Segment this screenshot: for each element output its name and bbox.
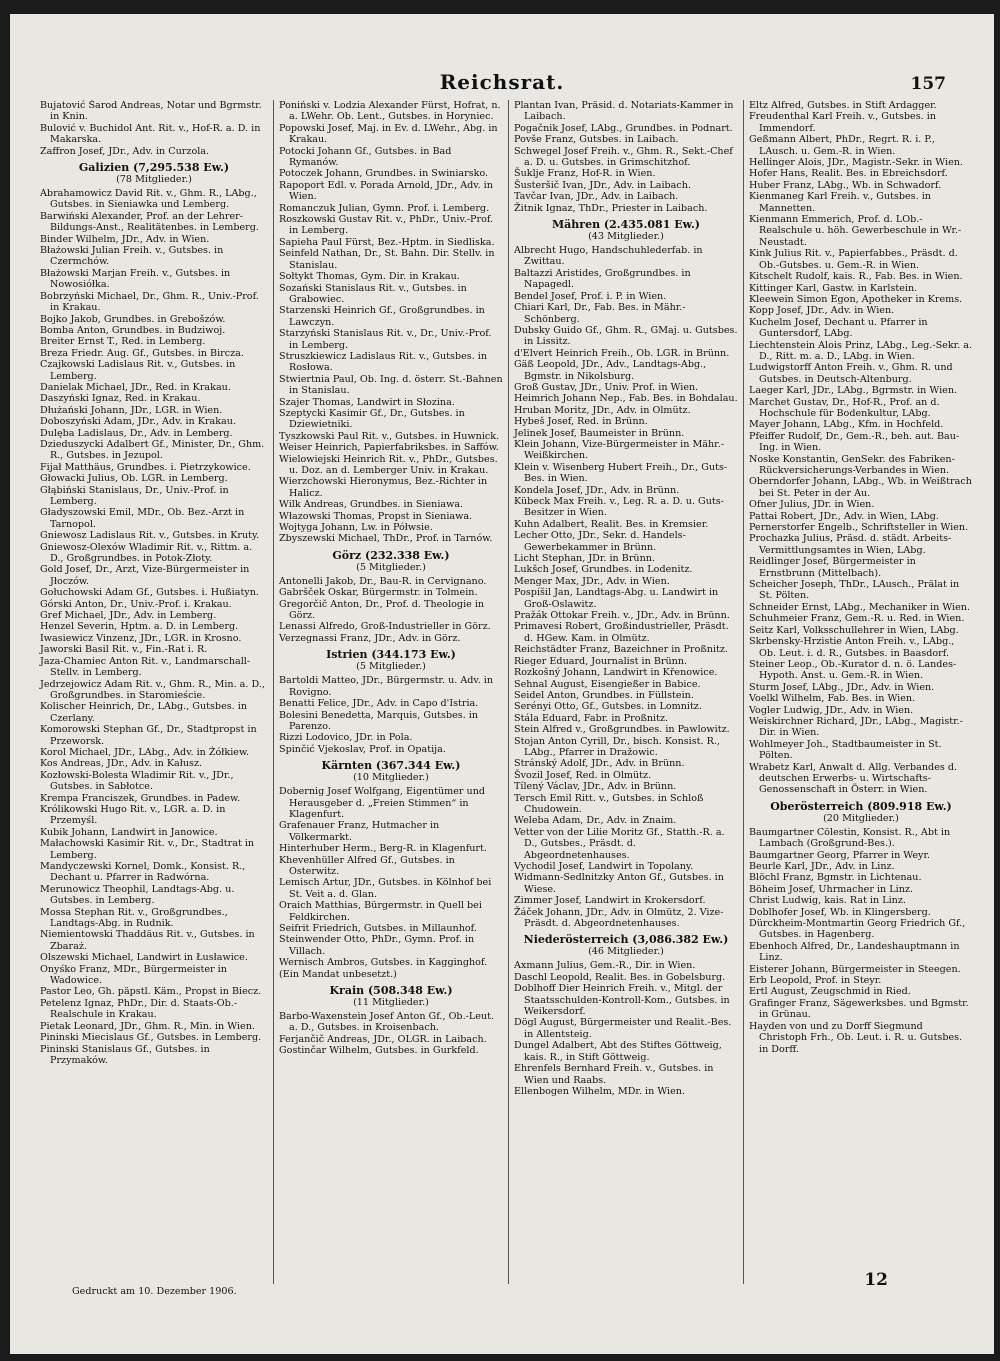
member-entry: Weiskirchner Richard, JDr., LAbg., Magistr.-Dir. in Wien.: [749, 715, 963, 739]
member-entry: Menger Max, JDr., Adv. in Wien.: [514, 575, 670, 587]
member-entry: Gregorčič Anton, Dr., Prof. d. Theologie in Görz.: [279, 598, 485, 622]
member-entry: Seidel Anton, Grundbes. in Füllstein.: [514, 689, 694, 701]
member-entry: Tílený Václav, JDr., Adv. in Brünn.: [514, 781, 677, 793]
member-entry: Sturm Josef, LAbg., JDr., Adv. in Wien.: [749, 681, 935, 693]
member-entry: Vetter von der Lilie Moritz Gf., Statth.-R. a. D., Gutsbes., Präsdt. d. Abgeordnetenhauses.: [514, 826, 725, 861]
member-entry: Olszewski Michael, Landwirt in Łusławice.: [40, 952, 248, 964]
section-title: Niederösterreich (3,086.382 Ew.): [523, 933, 729, 947]
member-entry: Verzegnassi Franz, JDr., Adv. in Görz.: [279, 632, 461, 644]
member-entry: Khevenhüller Alfred Gf., Gutsbes. in Osterwitz.: [279, 854, 455, 877]
member-entry: Korol Michael, JDr., LAbg., Adv. in Żółkiew.: [40, 746, 250, 758]
member-entry: Christ Ludwig, kais. Rat in Linz.: [749, 895, 906, 907]
member-entry: Gold Josef, Dr., Arzt, Vize-Bürgermeister in Jłoczów.: [40, 564, 250, 587]
member-entry: Petelenz Ignaz, PhDr., Dir. d. Staats-Ob.-Realschule in Krakau.: [40, 997, 238, 1021]
member-entry: Freudenthal Karl Freih. v., Gutsbes. in Immendorf.: [749, 111, 936, 134]
member-entry: Baltazzi Aristides, Großgrundbes. in Napagedl.: [514, 267, 691, 291]
member-entry: Gładyszowski Emil, MDr., Ob. Bez.-Arzt in Tarnopol.: [40, 507, 245, 530]
member-entry: Ofner Julius, JDr. in Wien.: [749, 499, 875, 511]
member-entry: Zbyszewski Michael, ThDr., Prof. in Tarnów.: [279, 533, 493, 545]
member-entry: Henzel Severin, Hptm. a. D. in Lemberg.: [40, 621, 239, 633]
member-entry: Kitschelt Rudolf, kais. R., Fab. Bes. in Wien.: [749, 271, 963, 283]
member-entry: Stála Eduard, Fabr. in Proßnitz.: [514, 712, 669, 724]
member-entry: Geßmann Albert, PhDr., Regrt. R. i. P., LAusch. u. Gem.-R. in Wien.: [749, 134, 936, 157]
member-entry: Spinčić Vjekoslav, Prof. in Opatija.: [279, 743, 446, 755]
section-title: Galizien (7,295.538 Ew.): [78, 161, 230, 175]
member-entry: Kübeck Max Freih. v., Leg. R. a. D. u. Guts-Besitzer in Wien.: [514, 496, 724, 519]
member-entry: Szajer Thomas, Landwirt in Słozina.: [279, 396, 455, 408]
member-entry: Sapieha Paul Fürst, Bez.-Hptm. in Siedliska.: [279, 236, 495, 248]
member-entry: Lenassi Alfredo, Groß-Industrieller in Görz.: [279, 621, 491, 633]
member-entry: Abrahamowicz David Rit. v., Ghm. R., LAbg., Gutsbes. in Sieniawka und Lemberg.: [40, 188, 257, 211]
member-entry: Oraich Matthias, Bürgermstr. in Quell bei Feldkirchen.: [279, 900, 482, 923]
member-entry: Pernerstorfer Engelb., Schriftsteller in Wien.: [749, 522, 969, 534]
member-entry: Pražák Ottokar Freih. v., JDr., Adv. in Brünn.: [514, 610, 730, 622]
member-entry: Seifrit Friedrich, Gutsbes. in Millaunhof.: [279, 923, 477, 934]
member-entry: Wilk Andreas, Grundbes. in Sieniawa.: [279, 499, 464, 511]
member-entry: Fijał Matthäus, Grundbes. i. Pietrzykowice.: [40, 461, 251, 473]
member-entry: Pogačnik Josef, LAbg., Grundbes. in Podnart.: [514, 122, 733, 134]
member-entry: Mossa Stephan Rit. v., Großgrundbes., Landtags-Abg. in Rudnik.: [40, 906, 228, 930]
member-entry: Potocki Johann Gf., Gutsbes. in Bad Rymanów.: [279, 145, 452, 169]
member-entry: Voelkl Wilhelm, Fab. Bes. in Wien.: [749, 693, 916, 705]
section-member-count: (46 Mitglieder.): [588, 946, 664, 958]
member-entry: Lecher Otto, JDr., Sekr. d. Handels-Gewerbekammer in Brünn.: [514, 530, 686, 553]
section-member-count: (78 Mitglieder.): [116, 174, 192, 186]
member-entry: Błażowski Julian Freih. v., Gutsbes. in Czermchów.: [40, 245, 224, 268]
member-entry: Jaza-Chamiec Anton Rit. v., Landmarschall-Stellv. in Lemberg.: [40, 655, 251, 679]
member-entry: d'Elvert Heinrich Freih., Ob. LGR. in Brünn.: [514, 347, 730, 359]
member-entry: Albrecht Hugo, Handschuhlederfab. in Zwittau.: [514, 245, 703, 268]
section-member-count: (5 Mitglieder.): [356, 561, 426, 573]
member-entry: Dłużański Johann, JDr., LGR. in Wien.: [40, 404, 223, 416]
member-entry: Mandyczewski Kornel, Domk., Konsist. R., Dechant u. Pfarrer in Radwórna.: [40, 861, 246, 884]
member-entry: Bendel Josef, Prof. i. P. in Wien.: [514, 290, 667, 302]
member-entry: Oberndorfer Johann, LAbg., Wb. in Weißtrach bei St. Peter in der Au.: [749, 476, 972, 499]
member-entry: Hayden von und zu Dorff Siegmund Christoph Frh., Ob. Leut. i. R. u. Gutsbes. in Dorff.: [749, 1020, 963, 1055]
member-entry: Rizzi Lodovico, JDr. in Pola.: [279, 732, 413, 744]
member-entry: Dobernig Josef Wolfgang, Eigentümer und Herausgeber d. „Freien Stimmen“ in Klagenfurt.: [279, 786, 486, 820]
member-entry: Ebenhoch Alfred, Dr., Landeshauptmann in Linz.: [749, 940, 960, 964]
member-entry: Kink Julius Rit. v., Papierfabbes., Präsdt. d. Ob.-Gutsbes. u. Gem.-R. in Wien.: [749, 248, 958, 271]
member-entry: Gniewosz-Olexów Wladimir Rit. v., Rittm. a. D., Großgrundbes. in Potok-Złoty.: [40, 541, 253, 565]
member-entry: Stojan Anton Cyrill, Dr., bisch. Konsist. R., LAbg., Pfarrer in Dražowic.: [514, 735, 720, 758]
member-entry: Licht Stephan, JDr. in Brünn.: [514, 553, 656, 565]
member-entry: Głąbiński Stanislaus, Dr., Univ.-Prof. in Lemberg.: [40, 484, 229, 507]
member-entry: Danielak Michael, JDr., Red. in Krakau.: [40, 381, 231, 393]
member-entry: Gniewosz Ladislaus Rit. v., Gutsbes. in Kruty.: [40, 530, 260, 542]
member-entry: Włazowski Thomas, Propst in Sieniawa.: [279, 510, 473, 522]
member-entry: Šuklje Franz, Hof-R. in Wien.: [514, 168, 656, 180]
member-entry: Czajkowski Ladislaus Rit. v., Gutsbes. in Lemberg.: [40, 359, 236, 382]
member-entry: (Ein Mandat unbesetzt.): [279, 968, 397, 980]
member-entry: Schuhmeier Franz, Gem.-R. u. Red. in Wien.: [749, 613, 965, 625]
member-entry: Chiari Karl, Dr., Fab. Bes. in Mähr.-Schönberg.: [514, 302, 686, 325]
member-entry: Eisterer Johann, Bürgermeister in Steegen.: [749, 963, 961, 975]
member-entry: Kozłowski-Bolesta Wladimir Rit. v., JDr., Gutsbes. in Sabłotce.: [40, 769, 234, 793]
member-entry: Sołtykt Thomas, Gym. Dir. in Krakau.: [279, 271, 460, 283]
member-entry: Mayer Johann, LAbg., Kfm. in Hochfeld.: [749, 419, 944, 431]
member-entry: Górski Anton, Dr., Univ.-Prof. i. Krakau.: [40, 598, 232, 610]
section-member-count: (43 Mitglieder.): [588, 231, 664, 243]
member-entry: Bomba Anton, Grundbes. in Budziwoj.: [40, 324, 226, 336]
column-3: [508, 100, 743, 1284]
section-title: Istrien (344.173 Ew.): [326, 648, 456, 662]
member-entry: Pininski Stanislaus Gf., Gutsbes. in Przymaków.: [40, 1043, 210, 1066]
member-entry: Heimrich Johann Nep., Fab. Bes. in Bohdalau.: [514, 393, 738, 405]
running-title: Reichsrat.: [439, 70, 565, 94]
member-entry: Onyśko Franz, MDr., Bürgermeister in Wadowice.: [40, 963, 227, 987]
member-entry: Tersch Emil Ritt. v., Gutsbes. in Schloß Chudowein.: [514, 792, 704, 815]
member-entry: Wierzchowski Hieronymus, Bez.-Richter in Halicz.: [279, 476, 488, 499]
member-entry: Weleba Adam, Dr., Adv. in Znaim.: [514, 815, 677, 827]
member-entry: Wernisch Ambros, Gutsbes. in Kagginghof.: [279, 957, 488, 969]
section-title: Mähren (2.435.081 Ew.): [552, 218, 700, 232]
member-entry: Antonelli Jakob, Dr., Bau-R. in Cervignano.: [279, 575, 487, 587]
member-entry: Kuchelm Josef, Dechant u. Pfarrer in Guntersdorf, LAbg.: [749, 316, 928, 340]
member-entry: Jedrzejowicz Adam Rit. v., Ghm. R., Min. a. D., Großgrundbes. in Staromieście.: [40, 678, 265, 701]
member-entry: Vychodil Josef, Landwirt in Topolany.: [514, 861, 694, 872]
member-entry: Klein v. Wisenberg Hubert Freih., Dr., Guts-Bes. in Wien.: [514, 461, 728, 485]
section-heading: [279, 759, 503, 783]
member-entry: Stránský Adolf, JDr., Adv. in Brünn.: [514, 758, 685, 770]
member-entry: Małachowski Kasimir Rit. v., Dr., Stadtrat in Lemberg.: [40, 838, 255, 861]
print-date: Gedruckt am 10. Dezember 1906.: [72, 1286, 237, 1297]
member-entry: Steiner Leop., Ob.-Kurator d. n. ö. Landes-Hypoth. Anst. u. Gem.-R. in Wien.: [749, 658, 957, 682]
member-entry: Žáček Johann, JDr., Adv. in Olmütz, 2. Vize-Präsdt. d. Abgeordnetenhauses.: [514, 906, 724, 930]
member-entry: Reichstädter Franz, Bazeichner in Proßnitz.: [514, 644, 728, 656]
member-entry: Doboszyński Adam, JDr., Adv. in Krakau.: [40, 416, 237, 428]
member-entry: Głowacki Julius, Ob. LGR. in Lemberg.: [40, 473, 228, 485]
member-entry: Kienmann Emmerich, Prof. d. LOb.-Realschule u. höh. Gewerbeschule in Wr.-Neustadt.: [749, 214, 962, 248]
section-member-count: (11 Mitglieder.): [353, 997, 429, 1009]
member-entry: Lemisch Artur, JDr., Gutsbes. in Kölnhof bei St. Veit a. d. Glan.: [279, 877, 492, 900]
member-entry: Gołuchowski Adam Gf., Gutsbes. i. Hußiatyn.: [40, 587, 259, 599]
member-entry: Baumgartner Georg, Pfarrer in Weyr.: [749, 849, 931, 861]
member-entry: Rieger Eduard, Journalist in Brünn.: [514, 655, 688, 667]
member-entry: Benatti Felice, JDr., Adv. in Capo d'Istria.: [279, 698, 479, 710]
section-heading: [279, 549, 503, 573]
member-entry: Wohlmeyer Joh., Stadtbaumeister in St. Pölten.: [749, 738, 942, 762]
member-entry: Popowski Josef, Maj. in Ev. d. LWehr., Abg. in Krakau.: [279, 122, 498, 146]
section-member-count: (5 Mitglieder.): [356, 661, 426, 673]
member-entry: Steinwender Otto, PhDr., Gymn. Prof. in Villach.: [279, 934, 475, 957]
member-entry: Widmann-Sedlnitzky Anton Gf., Gutsbes. in Wiese.: [514, 872, 724, 895]
member-entry: Dzieduszycki Adalbert Gf., Minister, Dr., Ghm. R., Gutsbes. in Jezupol.: [40, 438, 265, 462]
member-entry: Gäß Leopold, JDr., Adv., Landtags-Abg., Bgmstr. in Nikolsburg.: [514, 359, 707, 382]
section-title: Görz (232.338 Ew.): [332, 548, 450, 562]
member-entry: Dürckheim-Montmartin Georg Friedrich Gf., Gutsbes. in Hagenberg.: [749, 918, 966, 941]
member-entry: Wrabetz Karl, Anwalt d. Allg. Verbandes d. deutschen Erwerbs- u. Wirtschafts-Genossenschaft in Österr. in Wien.: [749, 761, 958, 796]
member-entry: Liechtenstein Alois Prinz, LAbg., Leg.-Sekr. a. D., Ritt. m. a. D., LAbg. in Wien.: [749, 339, 973, 362]
member-entry: Daschl Leopold, Realit. Bes. in Gobelsburg.: [514, 971, 726, 983]
member-entry: Hellinger Alois, JDr., Magistr.-Sekr. in Wien.: [749, 157, 963, 169]
page-number: 157: [910, 74, 946, 94]
member-entry: Blöchl Franz, Bgmstr. in Lichtenau.: [749, 872, 922, 884]
member-entry: Laeger Karl, JDr., LAbg., Bgrmstr. in Wien.: [749, 385, 958, 397]
member-entry: Kienmaneg Karl Freih. v., Gutsbes. in Mannetten.: [749, 191, 931, 214]
member-entry: Seitz Karl, Volksschullehrer in Wien, LAbg.: [749, 624, 959, 636]
member-entry: Hinterhuber Herm., Berg-R. in Klagenfurt.: [279, 843, 487, 855]
member-entry: Gref Michael, JDr., Adv. in Lemberg.: [40, 610, 217, 622]
member-entry: Bujatović Šarod Andreas, Notar und Bgrmstr. in Knin.: [40, 100, 262, 123]
member-entry: Dulęba Ladislaus, Dr., Adv. in Lemberg.: [40, 427, 233, 439]
member-entry: Bulović v. Buchidol Ant. Rit. v., Hof-R. a. D. in Makarska.: [40, 122, 261, 146]
member-entry: Struszkiewicz Ladislaus Rit. v., Gutsbes. in Rosłowa.: [279, 350, 488, 374]
member-entry: Klein Johann, Vize-Bürgermeister in Mähr.-Weißkirchen.: [514, 438, 724, 462]
section-title: Krain (508.348 Ew.): [329, 984, 453, 998]
member-entry: Serényi Otto, Gf., Gutsbes. in Lomnitz.: [514, 701, 702, 713]
section-heading: [514, 218, 738, 242]
member-entry: Weiser Heinrich, Papierfabriksbes. in Saffów.: [279, 442, 499, 454]
member-entry: Ertl August, Zeugschmid in Ried.: [749, 986, 911, 998]
member-entry: Gabršček Oskar, Bürgermstr. in Tolmein.: [279, 587, 478, 599]
sheet-signature: 12: [864, 1270, 888, 1290]
member-entry: Rozkošný Johann, Landwirt in Křenowice.: [514, 667, 718, 679]
member-entry: Noske Konstantin, GenSekr. des Fabriken-Rückversicherungs-Verbandes in Wien.: [749, 453, 955, 476]
member-entry: Švozil Josef, Red. in Olmütz.: [514, 769, 652, 781]
member-columns: [38, 100, 978, 1284]
member-entry: Erb Leopold, Prof. in Steyr.: [749, 975, 882, 987]
member-entry: Wojtyga Johann, Lw. in Półwsie.: [279, 522, 433, 534]
member-entry: Dungel Adalbert, Abt des Stiftes Göttweig, kais. R., in Stift Göttweig.: [514, 1040, 722, 1063]
member-entry: Grafenauer Franz, Hutmacher in Völkermarkt.: [279, 820, 440, 843]
member-entry: Reidlinger Josef, Bürgermeister in Ernstbrunn (Mittelbach).: [749, 556, 916, 579]
member-entry: Barwiński Alexander, Prof. an der Lehrer-Bildungs-Anst., Realitätenbes. in Lemberg.: [40, 210, 259, 234]
member-entry: Vogler Ludwig, JDr., Adv. in Wien.: [749, 704, 914, 716]
member-entry: Ehrenfels Bernhard Freih. v., Gutsbes. in Wien und Raabs.: [514, 1063, 714, 1086]
member-entry: Breiter Ernst T., Red. in Lemberg.: [40, 336, 206, 348]
member-entry: Stwiertnia Paul, Ob. Ing. d. österr. St.-Bahnen in Stanislau.: [279, 373, 503, 397]
member-entry: Daszyński Ignaz, Red. in Krakau.: [40, 393, 201, 405]
section-heading: [279, 648, 503, 672]
member-entry: Sehnal August, Eisengießer in Babice.: [514, 678, 701, 690]
member-entry: Barbo-Waxenstein Josef Anton Gf., Ob.-Leut. a. D., Gutsbes. in Kroisenbach.: [279, 1011, 494, 1034]
member-entry: Seinfeld Nathan, Dr., St. Bahn. Dir. Stellv. in Stanislau.: [279, 248, 495, 271]
member-entry: Sozański Stanislaus Rit. v., Gutsbes. in Grabowiec.: [279, 282, 467, 305]
member-entry: Hybeš Josef, Red. in Brünn.: [514, 416, 648, 428]
section-heading: [279, 984, 503, 1008]
member-entry: Starzyński Stanislaus Rit. v., Dr., Univ.-Prof. in Lemberg.: [279, 328, 492, 351]
member-entry: Poniński v. Lodzia Alexander Fürst, Hofrat, n. a. LWehr. Ob. Lent., Gutsbes. in Horyniec.: [279, 100, 501, 123]
member-entry: Królikowski Hugo Rit. v., LGR. a. D. in Przemyśl.: [40, 803, 226, 827]
section-heading: [40, 161, 268, 185]
section-title: Oberösterreich (809.918 Ew.): [770, 799, 952, 813]
member-entry: Plantan Ivan, Präsid. d. Notariats-Kammer in Laibach.: [514, 100, 734, 123]
member-entry: Hruban Moritz, JDr., Adv. in Olmütz.: [514, 404, 691, 416]
member-entry: Kuhn Adalbert, Realit. Bes. in Kremsier.: [514, 518, 709, 530]
member-entry: Bolesini Benedetta, Marquis, Gutsbes. in Parenzo.: [279, 709, 479, 732]
member-entry: Kittinger Karl, Gastw. in Karlstein.: [749, 282, 918, 294]
member-entry: Žitnik Ignaz, ThDr., Priester in Laibach.: [514, 202, 708, 214]
member-entry: Kleewein Simon Egon, Apotheker in Krems.: [749, 293, 963, 305]
section-member-count: (10 Mitglieder.): [353, 772, 429, 784]
member-entry: Pospíšil Jan, Landtags-Abg. u. Landwirt in Groß-Oslawitz.: [514, 587, 719, 610]
member-entry: Doblhoff Dier Heinrich Freih. v., Mitgl. der Staatsschulden-Kontroll-Kom., Gutsbes. in Weikersdorf.: [514, 983, 730, 1018]
member-entry: Roszkowski Gustav Rit. v., PhDr., Univ.-Prof. in Lemberg.: [279, 214, 494, 237]
member-entry: Iwasiewicz Vinzenz, JDr., LGR. in Krosno.: [40, 632, 242, 644]
member-entry: Rapoport Edl. v. Porada Arnold, JDr., Adv. in Wien.: [279, 179, 493, 203]
member-entry: Groß Gustav, JDr., Univ. Prof. in Wien.: [514, 381, 699, 393]
member-entry: Kos Andreas, JDr., Adv. in Kałusz.: [40, 758, 203, 770]
member-entry: Tyszkowski Paul Rit. v., Gutsbes. in Huwnick.: [279, 430, 500, 442]
page-header: [10, 70, 994, 100]
member-entry: Lukšch Josef, Grundbes. in Lodenitz.: [514, 564, 693, 576]
member-entry: Dögl August, Bürgermeister und Realit.-Bes. in Allentsteig.: [514, 1017, 732, 1040]
member-entry: Pastor Leo, Gh. päpstl. Käm., Propst in Biecz.: [40, 986, 262, 998]
column-1: [38, 100, 273, 1284]
member-entry: Wielowiejski Heinrich Rit. v., PhDr., Gutsbes. u. Doz. an d. Lemberger Univ. in Krakau.: [279, 453, 498, 476]
member-entry: Prochazka Julius, Präsd. d. städt. Arbeits-Vermittlungsamtes in Wien, LAbg.: [749, 533, 952, 556]
member-entry: Romanczuk Julian, Gymn. Prof. i. Lemberg.: [279, 202, 490, 214]
member-entry: Zaffron Josef, JDr., Adv. in Curzola.: [40, 145, 210, 157]
member-entry: Baumgartner Cölestin, Konsist. R., Abt in Lambach (Großgrund-Bes.).: [749, 826, 951, 850]
section-member-count: (20 Mitglieder.): [823, 812, 899, 824]
member-entry: Eltz Alfred, Gutsbes. in Stift Ardagger.: [749, 100, 937, 111]
section-heading: [514, 933, 738, 957]
section-heading: [749, 800, 973, 824]
member-entry: Bojko Jakob, Grundbes. in Grebošzów.: [40, 313, 226, 325]
member-entry: Pattai Robert, JDr., Adv. in Wien, LAbg.: [749, 510, 939, 522]
member-entry: Potoczek Johann, Grundbes. in Swiniarsko.: [279, 168, 489, 180]
member-entry: Dubsky Guido Gf., Ghm. R., GMaj. u. Gutsbes. in Lissitz.: [514, 324, 738, 348]
member-entry: Jelinek Josef, Baumeister in Brünn.: [514, 427, 685, 439]
member-entry: Pininski Miecislaus Gf., Gutsbes. in Lemberg.: [40, 1032, 262, 1044]
member-entry: Šusteršič Ivan, JDr., Adv. in Laibach.: [514, 179, 692, 191]
member-entry: Skrbensky-Hrzistie Anton Freih. v., LAbg., Ob. Leut. i. d. R., Gutsbes. in Baasdorf.: [749, 636, 955, 659]
member-entry: Hofer Hans, Realit. Bes. in Ebreichsdorf.: [749, 168, 948, 180]
member-entry: Grafinger Franz, Sägewerksbes. und Bgmstr. in Grünau.: [749, 997, 969, 1021]
member-entry: Pfeiffer Rudolf, Dr., Gem.-R., beh. aut. Bau-Ing. in Wien.: [749, 430, 960, 454]
member-entry: Povše Franz, Gutsbes. in Laibach.: [514, 134, 679, 146]
member-entry: Beurle Karl, JDr., Adv. in Linz.: [749, 861, 895, 872]
member-entry: Ferjančič Andreas, JDr., OLGR. in Laibach.: [279, 1033, 487, 1045]
member-entry: Komorowski Stephan Gf., Dr., Stadtpropst in Przeworsk.: [40, 724, 257, 747]
member-entry: Pietak Leonard, JDr., Ghm. R., Min. in Wien.: [40, 1020, 255, 1032]
member-entry: Böheim Josef, Uhrmacher in Linz.: [749, 883, 913, 895]
member-entry: Zimmer Josef, Landwirt in Krokersdorf.: [514, 895, 706, 907]
document-page: [10, 14, 994, 1354]
member-entry: Primavesi Robert, Großindustrieller, Präsdt. d. HGew. Kam. in Olmütz.: [514, 621, 729, 644]
column-4: [743, 100, 978, 1284]
member-entry: Kopp Josef, JDr., Adv. in Wien.: [749, 305, 895, 317]
member-entry: Jaworski Basil Rit. v., Fin.-Rat i. R.: [40, 644, 208, 656]
member-entry: Szeptycki Kasimir Gf., Dr., Gutsbes. in Dziewietniki.: [279, 407, 465, 431]
member-entry: Kolischer Heinrich, Dr., LAbg., Gutsbes. in Czerlany.: [40, 701, 248, 724]
member-entry: Starzenski Heinrich Gf., Großgrundbes. in Lawczyn.: [279, 305, 485, 328]
member-entry: Breza Friedr. Aug. Gf., Gutsbes. in Bircza.: [40, 347, 244, 359]
member-entry: Stein Alfred v., Großgrundbes. in Pawlowitz.: [514, 724, 730, 736]
member-entry: Kubik Johann, Landwirt in Janowice.: [40, 826, 218, 838]
member-entry: Scheicher Joseph, ThDr., LAusch., Prälat in St. Pölten.: [749, 579, 960, 602]
member-entry: Marchet Gustav, Dr., Hof-R., Prof. an d. Hochschule für Bodenkultur, LAbg.: [749, 396, 940, 419]
member-entry: Merunowicz Theophil, Landtags-Abg. u. Gutsbes. in Lemberg.: [40, 883, 235, 907]
member-entry: Schneider Ernst, LAbg., Mechaniker in Wien.: [749, 601, 970, 613]
member-entry: Ludwigstorff Anton Freih. v., Ghm. R. und Gutsbes. in Deutsch-Altenburg.: [749, 362, 953, 385]
member-entry: Niemientowski Thaddäus Rit. v., Gutsbes. in Zbaraż.: [40, 929, 255, 952]
member-entry: Doblhofer Josef, Wb. in Klingersberg.: [749, 906, 931, 918]
member-entry: Bartoldi Matteo, JDr., Bürgermstr. u. Adv. in Rovigno.: [279, 675, 494, 698]
member-entry: Huber Franz, LAbg., Wb. in Schwadorf.: [749, 179, 942, 191]
member-entry: Tavčar Ivan, JDr., Adv. in Laibach.: [514, 191, 679, 203]
member-entry: Ellenbogen Wilhelm, MDr. in Wien.: [514, 1085, 686, 1097]
member-entry: Gostinčar Wilhelm, Gutsbes. in Gurkfeld.: [279, 1045, 479, 1057]
member-entry: Błażowski Marjan Freih. v., Gutsbes. in Nowosiółka.: [40, 267, 231, 291]
column-2: [273, 100, 508, 1284]
member-entry: Binder Wilhelm, JDr., Adv. in Wien.: [40, 233, 210, 245]
member-entry: Bobrzyński Michael, Dr., Ghm. R., Univ.-Prof. in Krakau.: [40, 290, 259, 314]
member-entry: Schwegel Josef Freih. v., Ghm. R., Sekt.-Chef a. D. u. Gutsbes. in Grimschitzhof.: [514, 145, 733, 169]
member-entry: Axmann Julius, Gem.-R., Dir. in Wien.: [514, 960, 696, 972]
member-entry: Krempa Franciszek, Grundbes. in Padew.: [40, 792, 241, 804]
member-entry: Kondela Josef, JDr., Adv. in Brünn.: [514, 484, 680, 496]
section-title: Kärnten (367.344 Ew.): [321, 759, 461, 773]
